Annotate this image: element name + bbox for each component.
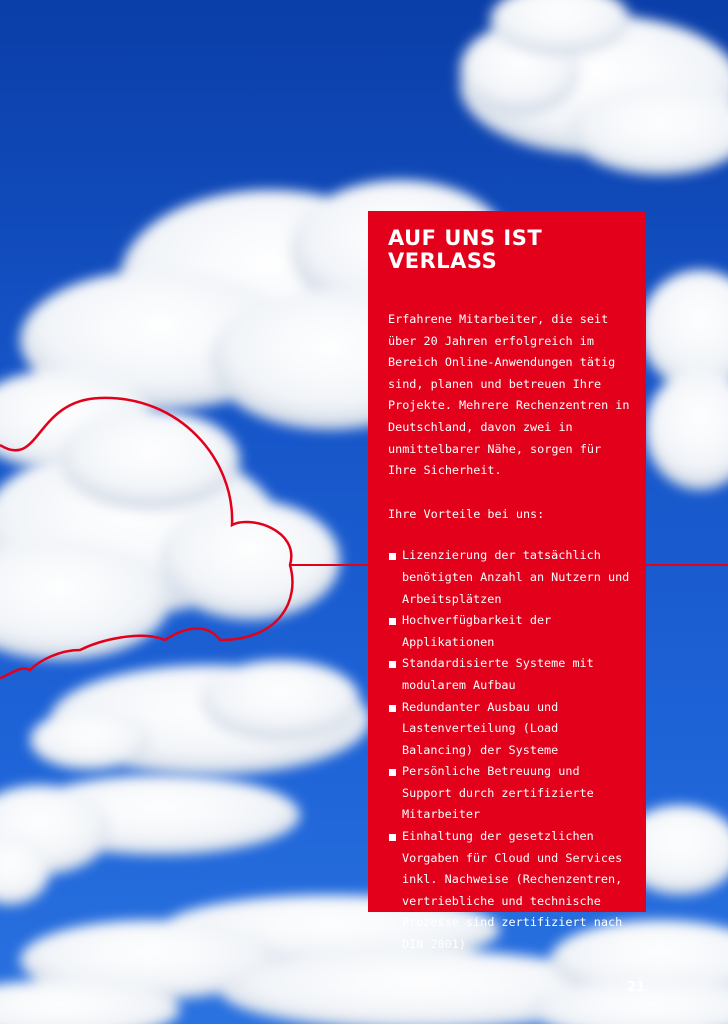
bullet-icon (389, 618, 396, 625)
bullet-icon (389, 661, 396, 668)
list-item-text: Redundanter Ausbau und Lastenverteilung (Load Balancing) der Systeme (402, 699, 559, 757)
list-item-text: Standardisierte Systeme mit modularem Aufbau (402, 656, 594, 692)
list-item-text: Einhaltung der gesetzlichen Vorgaben für Cloud und Services inkl. Nachweise (Rechenzentren, vertriebliche und technische Prozesse sind zertifiziert nach DIN 2001) (402, 829, 623, 952)
list-item (388, 826, 632, 956)
benefits-heading: Ihre Vorteile bei uns: (388, 506, 545, 521)
bullet-icon (389, 705, 396, 712)
info-panel (368, 211, 646, 952)
bullet-icon (389, 769, 396, 776)
cloud-outline-icon (0, 398, 292, 678)
bullet-icon (389, 553, 396, 560)
list-item (388, 653, 632, 696)
list-item-text: Persönliche Betreuung und Support durch zertifizierte Mitarbeiter (402, 764, 594, 822)
intro-paragraph: Erfahrene Mitarbeiter, die seit über 20 Jahren erfolgreich im Bereich Online-Anwendungen tätig sind, planen und betreuen Ihre Projekte. Mehrere Rechenzentren in Deutschland, davon zwei in unmittelbarer Nähe, sorgen für Ihre Sicherheit. (388, 312, 630, 478)
bullet-icon (389, 834, 396, 841)
list-item (388, 610, 632, 653)
list-item-text: Hochverfügbarkeit der Applikationen (402, 613, 552, 649)
list-item-text: Lizenzierung der tatsächlich benötigten Anzahl an Nutzern und Arbeitsplätzen (402, 548, 630, 606)
list-item (388, 761, 632, 826)
page-title: AUF UNS IST VERLASS (388, 226, 543, 273)
page-number: 21 (627, 980, 646, 995)
list-item (388, 697, 632, 762)
list-item (388, 545, 632, 610)
benefits-list (388, 545, 630, 955)
